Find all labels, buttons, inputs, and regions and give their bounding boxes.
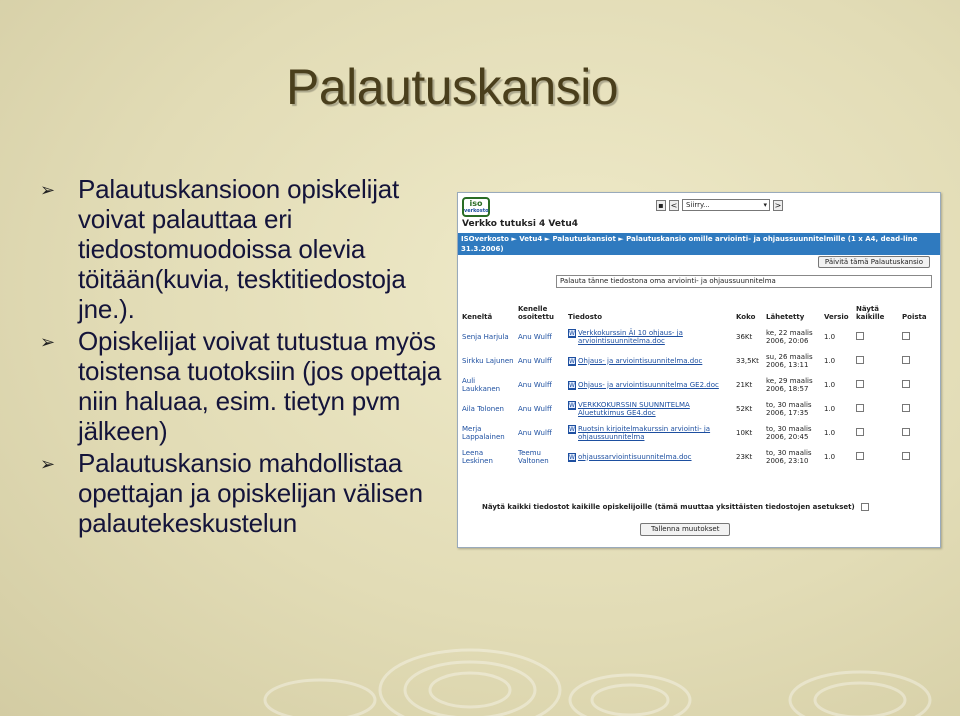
save-changes-button[interactable]: Tallenna muutokset [640, 523, 730, 536]
delete-checkbox[interactable] [902, 404, 910, 412]
show-all-cell [854, 349, 900, 373]
file-size: 52Kt [736, 405, 753, 413]
version-number: 1.0 [824, 333, 836, 341]
breadcrumb-separator: ► [544, 235, 551, 243]
bullet-item [40, 326, 450, 446]
slide-title: Palautuskansio [286, 59, 619, 115]
sent-time: ke, 22 maalis 2006, 20:06 [766, 329, 813, 345]
recipient-name[interactable]: Anu Wulff [518, 333, 552, 341]
next-button[interactable]: > [774, 200, 782, 210]
iso-verkosto-logo[interactable] [462, 197, 490, 217]
file-cell [566, 397, 734, 421]
logo-text: iso [469, 199, 483, 208]
file-link[interactable] [568, 453, 732, 462]
column-header-sent: Lähetetty [766, 313, 805, 321]
file-name[interactable]: VERKKOKURSSIN SUUNNITELMA Aluetutkimus GE4.doc [578, 401, 690, 417]
breadcrumb-item-palautuskansiot[interactable]: Palautuskansiot [552, 235, 616, 243]
version-number: 1.0 [824, 453, 836, 461]
table-row [460, 325, 938, 349]
file-link[interactable] [568, 401, 732, 417]
arrow-bullet-icon: ➢ [40, 180, 56, 200]
file-name[interactable]: Ruotsin kirjoitelmakurssin arviointi- ja ohjaussuunnitelma [578, 425, 711, 441]
delete-checkbox[interactable] [902, 452, 910, 460]
column-header-version: Versio [824, 313, 849, 321]
recipient-name[interactable]: Anu Wulff [518, 429, 552, 437]
bullet-list [40, 174, 450, 540]
bullet-text: Palautuskansio mahdollistaa opettajan ja opiskelijan välisen palautekeskustelun [78, 448, 423, 538]
breadcrumb-item-current: Palautuskansio omille arviointi- ja ohjaussuunnitelmille (1 x A4, dead-line 31.3.2006) [461, 235, 918, 253]
student-name[interactable]: Aila Tolonen [462, 405, 504, 413]
version-number: 1.0 [824, 429, 836, 437]
recipient-name[interactable]: Teemu Valtonen [518, 449, 549, 465]
show-all-cell [854, 397, 900, 421]
student-name[interactable]: Sirkku Lajunen [462, 357, 514, 365]
submissions-table [460, 305, 938, 469]
word-document-icon: W [569, 453, 575, 461]
show-to-all-checkbox[interactable] [856, 404, 864, 412]
file-size: 21Kt [736, 381, 753, 389]
file-name[interactable]: ohjaussarviointisuunnitelma.doc [578, 452, 692, 461]
file-link[interactable] [568, 329, 732, 345]
file-name[interactable]: Ohjaus- ja arviointisuunnitelma.doc [578, 356, 703, 365]
file-cell [566, 373, 734, 397]
show-all-cell [854, 373, 900, 397]
breadcrumb-separator: ► [511, 235, 517, 243]
file-cell [566, 445, 734, 469]
arrow-bullet-icon: ➢ [40, 332, 56, 352]
file-size: 33,5Kt [736, 357, 759, 365]
table-row [460, 373, 938, 397]
bullet-item [40, 174, 450, 324]
sent-time: su, 26 maalis 2006, 13:11 [766, 353, 813, 369]
word-document-icon: W [569, 402, 575, 409]
sent-time: ke, 29 maalis 2006, 18:57 [766, 377, 813, 393]
show-to-all-checkbox[interactable] [856, 452, 864, 460]
student-name[interactable]: Leena Leskinen [462, 449, 493, 465]
word-document-icon: W [569, 357, 575, 365]
column-header-student: Keneltä [462, 313, 493, 321]
version-number: 1.0 [824, 405, 836, 413]
table-row [460, 397, 938, 421]
word-document-icon: W [569, 330, 575, 337]
sent-time: to, 30 maalis 2006, 20:45 [766, 425, 812, 441]
file-link[interactable] [568, 357, 732, 366]
show-to-all-checkbox[interactable] [856, 428, 864, 436]
column-header-size: Koko [736, 313, 756, 321]
file-size: 36Kt [736, 333, 753, 341]
bullet-item [40, 448, 450, 538]
table-row [460, 349, 938, 373]
bullet-text: Palautuskansioon opiskelijat voivat palauttaa eri tiedostomuodoissa olevia töitään(kuvia, tesktitiedostoja jne.). [78, 174, 406, 324]
delete-checkbox[interactable] [902, 356, 910, 364]
word-document-icon: W [569, 381, 575, 389]
column-header-grader: Kenelle osoitettu [518, 305, 554, 321]
course-title: Verkko tutuksi 4 Vetu4 [462, 219, 578, 229]
show-all-cell [854, 421, 900, 445]
show-all-cell [854, 325, 900, 349]
version-number: 1.0 [824, 381, 836, 389]
show-all-option [482, 503, 869, 511]
delete-checkbox[interactable] [902, 428, 910, 436]
recipient-name[interactable]: Anu Wulff [518, 405, 552, 413]
jump-select[interactable]: Siirry... ▾ [682, 199, 770, 211]
delete-cell [900, 325, 938, 349]
student-name[interactable]: Senja Harjula [462, 333, 509, 341]
navigation-controls [656, 199, 783, 211]
update-folder-button[interactable]: Päivitä tämä Palautuskansio [818, 256, 930, 268]
show-all-checkbox[interactable] [861, 503, 869, 511]
previous-button[interactable]: < [670, 200, 678, 210]
bullet-text: Opiskelijat voivat tutustua myös toistensa tuotoksiin (jos opettaja niin haluaa, esim. tietyn pvm jälkeen) [78, 326, 442, 446]
sent-time: to, 30 maalis 2006, 17:35 [766, 401, 812, 417]
student-name[interactable]: Auli Laukkanen [462, 377, 501, 393]
moodle-screenshot [457, 192, 941, 548]
file-cell [566, 325, 734, 349]
file-size: 23Kt [736, 453, 753, 461]
delete-cell [900, 373, 938, 397]
file-link[interactable] [568, 425, 732, 441]
file-cell [566, 421, 734, 445]
delete-cell [900, 397, 938, 421]
column-header-file: Tiedosto [568, 313, 603, 321]
student-name[interactable]: Merja Lappalainen [462, 425, 505, 441]
file-link[interactable] [568, 381, 732, 390]
lock-icon: ▪ [656, 200, 666, 211]
arrow-bullet-icon: ➢ [40, 454, 56, 474]
show-to-all-checkbox[interactable] [856, 332, 864, 340]
word-document-icon: W [569, 426, 575, 433]
show-to-all-checkbox[interactable] [856, 380, 864, 388]
recipient-name[interactable]: Anu Wulff [518, 381, 552, 389]
breadcrumb-item-vetu4[interactable]: Vetu4 [519, 235, 543, 243]
show-all-cell [854, 445, 900, 469]
sent-time: to, 30 maalis 2006, 23:10 [766, 449, 812, 465]
breadcrumb-separator: ► [618, 235, 624, 243]
delete-cell [900, 349, 938, 373]
file-name[interactable]: Ohjaus- ja arviointisuunnitelma GE2.doc [578, 380, 719, 389]
delete-cell [900, 421, 938, 445]
file-name[interactable]: Verkkokurssin ÄI 10 ohjaus- ja arviointisuunnitelma.doc [578, 329, 683, 345]
version-number: 1.0 [824, 357, 836, 365]
column-header-delete: Poista [902, 313, 927, 321]
delete-checkbox[interactable] [902, 332, 910, 340]
show-all-label: Näytä kaikki tiedostot kaikille opiskelijoille (tämä muuttaa yksittäisten tiedostojen asetukset) [482, 503, 855, 511]
file-size: 10Kt [736, 429, 753, 437]
table-row [460, 445, 938, 469]
recipient-name[interactable]: Anu Wulff [518, 357, 552, 365]
file-cell [566, 349, 734, 373]
table-header-row [460, 305, 938, 325]
show-to-all-checkbox[interactable] [856, 356, 864, 364]
logo-subtext: verkosto [464, 208, 489, 214]
delete-cell [900, 445, 938, 469]
instruction-box: Palauta tänne tiedostona oma arviointi- ja ohjaussuunnitelma [556, 275, 932, 288]
breadcrumb [458, 233, 941, 255]
table-row [460, 421, 938, 445]
delete-checkbox[interactable] [902, 380, 910, 388]
column-header-show-all: Näytä kaikille [856, 305, 885, 321]
breadcrumb-item-isoverkosto[interactable]: ISOverkosto [461, 235, 509, 243]
